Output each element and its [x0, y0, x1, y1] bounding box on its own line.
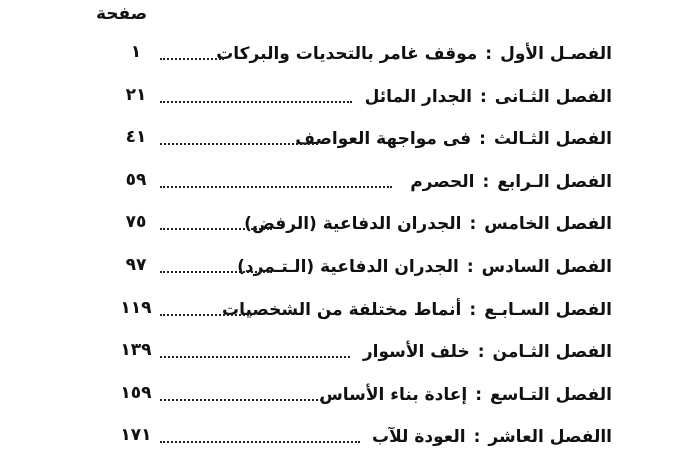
chapter-title: أنماط مختلفة من الشخصيات: [222, 299, 462, 320]
chapter-name: الفصل الثـانى: [494, 86, 612, 107]
toc-entry-label: [216, 44, 612, 64]
toc-entry-label: [237, 257, 612, 277]
toc-entry: [0, 417, 695, 460]
chapter-name: الفصل السـابـع: [484, 299, 612, 320]
page-number: ١١٩: [120, 297, 152, 318]
chapter-title: موقف غامر بالتحديات والبركات: [216, 44, 478, 64]
toc-entry-label: [295, 129, 612, 149]
dot-leader: [160, 186, 392, 188]
toc-entry: [0, 119, 695, 162]
chapter-name: الفصل الثـامن: [492, 342, 612, 363]
chapter-separator: :: [475, 384, 483, 405]
chapter-name: الفصل الـرابع: [497, 171, 612, 192]
chapter-separator: :: [479, 129, 486, 150]
chapter-separator: :: [482, 171, 490, 192]
page-number: ١٧١: [120, 425, 152, 446]
chapter-title: الجدار المائل: [364, 86, 472, 107]
chapter-separator: :: [466, 256, 474, 277]
dot-leader: [160, 441, 360, 443]
page-number: ٩٧: [125, 254, 147, 275]
dot-leader: [160, 271, 272, 273]
chapter-separator: :: [485, 44, 493, 64]
page-number: ١٥٩: [120, 382, 152, 403]
dot-leader: [160, 58, 224, 60]
dot-leader: [160, 228, 272, 230]
page-column-header: صفحة: [96, 4, 148, 24]
chapter-name: الفصل الخامس: [484, 214, 612, 235]
chapter-title: فى مواجهة العواصف: [295, 129, 472, 150]
chapter-title: الجدران الدفاعية (الـتـمرد): [237, 256, 459, 277]
chapter-separator: :: [469, 214, 477, 235]
chapter-title: الجدران الدفاعية (الرفض): [244, 214, 462, 235]
toc-entry: [0, 77, 695, 120]
page-number: ٧٥: [125, 212, 147, 233]
dot-leader: [160, 314, 252, 316]
toc-entry: [0, 247, 695, 290]
toc-entry: [0, 332, 695, 375]
toc-entry-label: [410, 172, 612, 192]
chapter-separator: :: [477, 342, 485, 363]
page-number: ١٣٩: [120, 340, 152, 361]
dot-leader: [160, 143, 318, 145]
chapter-title: الحصرم: [410, 171, 475, 192]
toc-entry-label: [372, 427, 612, 447]
toc-entry-label: [363, 342, 612, 362]
chapter-name: االفصل العاشر: [488, 427, 612, 448]
toc-entry: [0, 375, 695, 418]
chapter-title: العودة للآب: [372, 427, 466, 448]
toc-entry-label: [365, 87, 612, 107]
chapter-separator: :: [479, 86, 487, 107]
chapter-name: الفصل السادس: [481, 256, 612, 277]
toc-entry: [0, 162, 695, 205]
toc-entry: [0, 204, 695, 247]
page-number: ١: [130, 42, 142, 62]
toc-entry-label: [222, 300, 612, 320]
toc-entry: [0, 290, 695, 333]
page-number: ٥٩: [125, 169, 147, 190]
chapter-separator: :: [469, 299, 477, 320]
dot-leader: [160, 356, 350, 358]
chapter-title: إعادة بناء الأساس: [319, 384, 468, 405]
page-number: ٢١: [125, 84, 147, 105]
toc-list: [0, 34, 695, 460]
chapter-title: خلف الأسوار: [362, 342, 470, 363]
dot-leader: [160, 399, 322, 401]
toc-entry-label: [244, 214, 612, 234]
dot-leader: [160, 101, 352, 103]
chapter-name: الفصل التـاسع: [490, 384, 612, 405]
chapter-name: الفصـل الأول: [500, 44, 612, 64]
toc-entry-label: [319, 385, 612, 405]
chapter-separator: :: [473, 427, 481, 448]
toc-entry: [0, 34, 695, 77]
page-number: ٤١: [125, 127, 147, 148]
chapter-name: الفصل الثـالث: [493, 129, 612, 150]
